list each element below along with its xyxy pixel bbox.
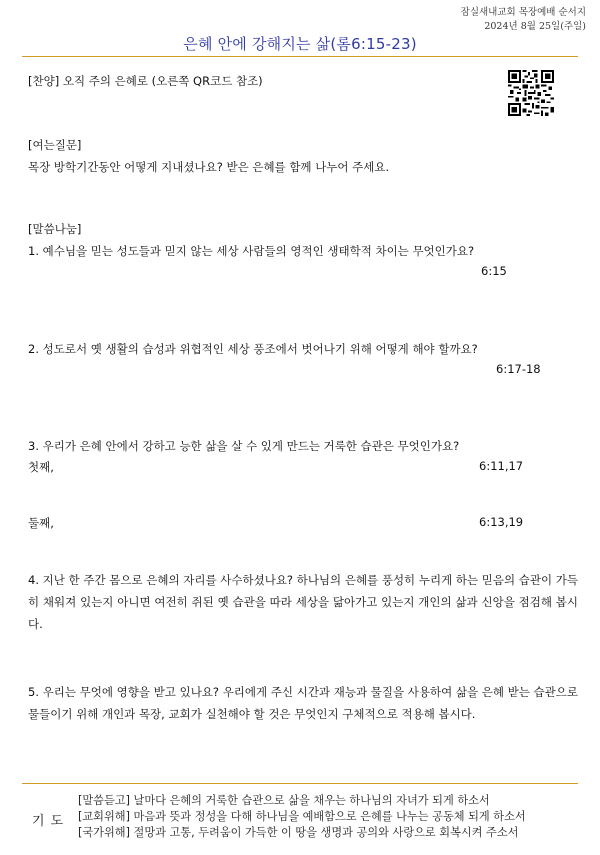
opening-question-text: 목장 방학기간동안 어떻게 지내셨나요? 받은 은혜를 함께 나누어 주세요. xyxy=(28,160,390,174)
question-3: 3. 우리가 은혜 안에서 강하고 능한 삶을 살 수 있게 만드는 거룩한 습관은 무엇인가요? xyxy=(28,439,460,453)
question-3-second-label: 둘째, xyxy=(28,516,54,530)
question-2-reference: 6:17-18 xyxy=(496,362,541,376)
prayer-line: [말씀듣고] 날마다 은혜의 거룩한 습관으로 삶을 채우는 하나님의 자녀가 되게 하소서 xyxy=(78,794,490,807)
sharing-heading: [말씀나눔] xyxy=(28,222,82,236)
question-1: 1. 예수님을 믿는 성도들과 믿지 않는 세상 사람들의 영적인 생태학적 차이는 무엇인가요? xyxy=(28,244,475,258)
service-date: 2024년 8월 25일(주일) xyxy=(484,21,586,32)
church-order-title: 잠실새내교회 목장예배 순서지 xyxy=(460,7,586,18)
prayer-divider xyxy=(22,783,578,784)
header xyxy=(461,6,586,34)
title-divider xyxy=(22,56,578,57)
question-3-first-reference: 6:11,17 xyxy=(479,459,524,473)
question-3-first-label: 첫째, xyxy=(28,460,54,474)
opening-question-heading: [여는질문] xyxy=(28,138,82,152)
question-2: 2. 성도로서 옛 생활의 습성과 위협적인 세상 풍조에서 벗어나기 위해 어떻게 해야 할까요? xyxy=(28,342,478,356)
page-title: 은혜 안에 강해지는 삶(롬6:15-23) xyxy=(183,35,417,53)
qr-code-icon xyxy=(508,70,554,116)
prayer-label: 기도 xyxy=(32,814,70,829)
question-1-reference: 6:15 xyxy=(481,264,507,278)
prayer-line: [교회위해] 마음과 뜻과 정성을 다해 하나님을 예배함으로 은혜를 나누는 공동체 되게 하소서 xyxy=(78,810,526,823)
question-3-second-reference: 6:13,19 xyxy=(479,515,524,529)
question-5: 5. 우리는 무엇에 영향을 받고 있나요? 우리에게 주신 시간과 재능과 물질을 사용하여 삶을 은혜 받는 습관으로 물들이기 위해 개인과 목장, 교회가 실천해야 할 것은 무엇인지 구체적으로 적용해 봅시다. xyxy=(28,685,578,721)
question-4: 4. 지난 한 주간 몸으로 은혜의 자리를 사수하셨나요? 하나님의 은혜를 풍성히 누리게 하는 믿음의 습관이 가득히 채워져 있는지 아니면 여전히 쥐된 옛 습관을 따라 세상을 닮아가고 있는지 개인의 삶과 신앙을 점검해 봅시다. xyxy=(28,573,578,631)
prayer-line: [국가위해] 절망과 고통, 두려움이 가득한 이 땅을 생명과 공의와 사랑으로 회복시켜 주소서 xyxy=(78,826,519,839)
praise-line: [찬양] 오직 주의 은혜로 (오른쪽 QR코드 참조) xyxy=(28,74,263,88)
